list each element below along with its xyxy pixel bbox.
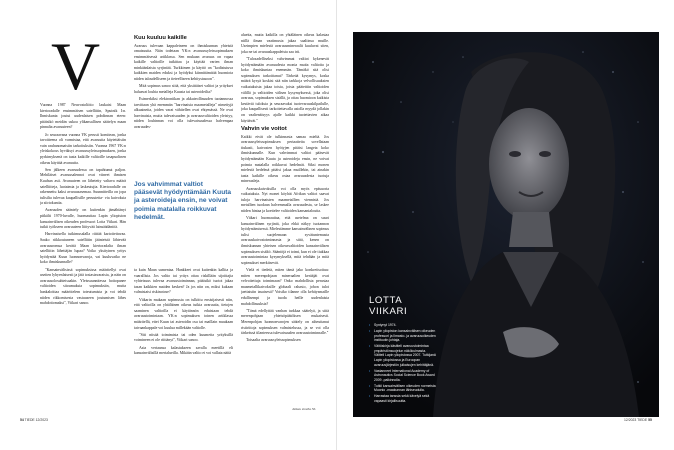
paragraph: Kaikki eivät ole tulkinnasta samaa mieltä. Jos avaruussyleissopimuksen periaatteita sovellataan tiukasti, kaivosten hyötyjen pitäisi langeta koko ihmiskunnalle. Kun vahvimmat valtiot pääsevät hyödyntämään Kuuta ja asteroideja ensin, ne voivat poimia matalalla roikkuvat hedelmät. Siksi monen mielestä hedelmä pitäisi jakaa muillekin, tai ainakin taata kaikille oikeus ostaa avaruusdesta tuotuja mineraaleja. bbox=[241, 134, 329, 184]
fact-item: • Tutkii kansainvälisen oikeuden normeista Muonio -maakunnan lähiseudulla. bbox=[369, 384, 437, 393]
magazine-name: TIEDE bbox=[637, 418, 648, 422]
paragraph: "Tämä edellyttää vanhan tarkkaa säätelyä, ja siitä merenpohjaan yhteisöpäätöksen mukaisesti. Merenpohjan luonnonvarojen säätely on aiheuttanut ristiriitoja sopimuksen valmistelussa, ja se voi olla tärkeässä tilanteessa tulevaisuuden avaruustoiminnalle." bbox=[241, 308, 329, 336]
paragraph: Asia vertaansa kalastukseen savalla meetillä eli kansainvälisillä merialueilla. Mikään valtio ei voi vallata näitä bbox=[134, 345, 233, 356]
article-column-3 bbox=[241, 33, 329, 405]
article-column-2-bottom bbox=[134, 268, 233, 411]
paragraph: Jo seuraavana vuonna YK perusti komitean, jonka tavoitteena oli varmistaa, että avaruutta käytettäisiin vain rauhanomaisiin tarkoituksiin. Vuonna 1967 YK:n yleiskokous hyväksyi avaruussyleissopimuksen, jonka pyrkimyksenä on taata kaikille valtioille tasapuolinen oikeus käyttää avaruutta. bbox=[40, 132, 126, 165]
paragraph: Viikari huomauttaa, että asetelma on suuri kansainvälinen syrjintä, joka ehkä näkyy tuotannon hyödyntämisessä. Mielestämme kansainvälinen sopimus tulisi suojelemaan syvätuntemusta avaruuskaivostoiminnasta ja siitä, kenen on ihmiskunnan yhteisen oikeusvaltioiden kansainvälisen sopimuksen sisältö. Sääntöjä ei toimi, kun ei ole tiukkaa avaruustoimintaa kysymyksellä, mitä tehdään ja mitä sopimukset merkitsevät. bbox=[241, 216, 329, 265]
fact-item: • Väitöskirja käsitteli avaruustoimintaa ympäristönsuojelun näkökulmasta. Väitteli Lapin yliopistossa 2007. Tutkijanä Lapin yliopistossa ja Euroopan avaruusjärjestön julkaisujen kehittäjänä. bbox=[369, 344, 437, 367]
article-column-1 bbox=[40, 103, 126, 411]
paragraph: Vuonna 1987 Neuvostoliitto laukaisi Maan kiertoradalle ensimmäisen satelliitin, Sputnik I:n. Ihmiskunta joutui uudenlaisen pohdinnan eteen: pitäisikö meidän uskoa ylikansallisen säätelyn maan pinnalta avaruuteen? bbox=[40, 103, 126, 130]
paragraph: Avaruuskaivoksilla voi olla myös epäsuoria vaikutuksia. Nyt monet köyhät Afrikan valtiot saavat tuloja harvinaisten maametallien viennistä. Jos metallien tuodaan halvemmalla avaruudesta, se laskee niiden hintaa ja koettelee valtioiden kansantaloutta. bbox=[241, 186, 329, 213]
page-number: 55 bbox=[648, 418, 652, 422]
article-column-2-top bbox=[134, 33, 233, 175]
issue-number: 12/2023 bbox=[624, 418, 637, 422]
continuation-note: Jatkuu sivulla 56. bbox=[292, 407, 317, 411]
profile-box bbox=[369, 295, 437, 405]
page-number: 54 bbox=[20, 418, 24, 422]
paragraph: Sen jälkeen avaruudessa on tapahtunut paljon. Mehiläiset avaruusalennot ovat viineet ihmisen Kuuhun asti. Avaruuteen on lähetetty valtava määrä satelliitteja, luotaimia ja laskeutujia. Kiertoradalle on rakennettu kaksi avaruusasemaa. Suunnitteilla on jopa tulisilta tulevaa kaupallisille peruutetta- via kaivoksia ja siirtokuntia. bbox=[40, 167, 126, 206]
portrait-photo bbox=[353, 32, 659, 417]
fact-item: • Vastanneet International Academy of Astronautics Social Science Book Award 2009 -palkinnolla. bbox=[369, 369, 437, 383]
fact-item: • Lapin yliopiston kansainvälisen oikeuden professori ja Ilmasto- ja avaruusoikeuden instituutin johtaja. bbox=[369, 329, 437, 343]
paragraph: Mitä sopimus sanoo siitä, että yksittäiset valtiot ja yritykset haluavat louhia metalleja Kuusta tai asteroideilta? bbox=[134, 84, 233, 94]
paragraph: Harvinaisella tutkimusalalla riittää kartoitettavaa. Saako riikkoutuneen satelliitin jäänteistä lähtevää avaruusromua kerätä Maan kiertoradalta ilman satelliitin lähettäjän lupaa? Voiko yksityinen yritys hyödyntää Kuun luonnonvaroja, vai kuuluvatko ne koko ihmiskunnalle? bbox=[40, 232, 126, 265]
fact-item: • Syntynyt 1974. bbox=[369, 323, 437, 328]
paragraph: Viikarin mukaan sopimusta on tulkittu ensisijaisesti niin, että valtioilla on yhtäläinen oikeus tutkia avaruutta, tietojen saaminen valtioilla ei käytännön eduistaan tehdä avaruustoimintaan. YK:n sopimuksen toinen artiklassa määritellä, ettei Kuun tai asteroidin osa tai maillain muukaan taivaankappale voi kuulua millekään valtiolle. bbox=[134, 297, 233, 330]
paragraph: Esimerkiksi elektroniikan ja akkuteollisuuden tuotannossa tarvittaan yhä enemmän "harvinaisia maametalleja" nimettyjä alkuaineita, joiden varat vähitellen ovat ehtymässä. Ne ovat harvinaisia, mutta tulevaisuuden ja avaruusvaltioiden yleistyy, niiden louhinnan voi olla tulevaisuudessa halvempaa avaruudes- bbox=[134, 97, 233, 129]
section-heading: Vahvin vie voitot bbox=[241, 126, 287, 133]
paragraph: Avaruus tulevaan kappaleineen on ihmiskunnan yhteistä omaisuutta. Näin todetaan YK:n avaruussyleissopimuksen ensimmäisessä artiklassa. Sen mukaan avaruus on vapaa kaikille valtioille tutkittaa ja käyttää varten ilman minkäänlaista syrjintää. Turkkimen ja käyttö on "kodistutuva kaikkien maiden eduksi ja hyödyksi kiinnittämättä huomiota niiden taloudelliseen ja tieteelliseen kehitystasoon". bbox=[134, 43, 233, 82]
left-footer bbox=[20, 418, 48, 422]
issue-number: 12/2023 bbox=[35, 418, 48, 422]
magazine-name: TIEDE bbox=[24, 418, 35, 422]
section-heading: Kuu kuuluu kaikille bbox=[134, 35, 187, 41]
paragraph: "Tulosadelliseksi vahvimmat valtiot kykenevät hyödyntämään avaruudesta monia muita valtioita ja koko ihmiskuntaa enemmän. Tämäkö sitä olisi sopimuksen tarkoittanut? Tärkeää kysymys, koska määrä kysyä koskisi sitä niin tarkkoja velvollisuuksien vaikutuksista jakaa toisia, joista päätettiin valtioiden välillä ja valtioiden välisen kysymyksessä, joka olisi avaruus, sopimuksen sisällä, ja ottaa huomioon kaikista kestäviä tuloksia ja seuraavaksi tuotevaruuskilpailulle, joka kaupallisesti tarkoitettavalla asiolla myydä jollakin on vaalienäisyys ajalle kaikki tuotettavien aikaa käyttävät." bbox=[241, 56, 329, 123]
pull-quote: Jos vahvimmat valtiot pääsevät hyödyntämään Kuuta ja asteroideja ensin, ne voivat poimia matalalla roikkuvat hedelmät. bbox=[134, 181, 232, 221]
paragraph: "Siti nitsää toimimista tai oden kuumetta yrityksillä voimineen ei ole riittänyt", Viikari sanoo. bbox=[134, 332, 233, 343]
paragraph: Vielä ei tiedetä, miten tämä jako konkretisoituu: miten merenpohjaan mineraalien kerääjät ovat velvoitettuja toimimaan? Onko mahdollista perustaa maametallikaivoksille globaali rahasto, johon tulot jaettaisiin tasaisesti? Voisiko tilanne olla kehitysmaille edullisempi ja tuoda heille uudenlaisia mahdollisuuksia? bbox=[241, 268, 329, 306]
paragraph: Toisaalta avaruussyleissopimuksen bbox=[246, 338, 301, 343]
profile-name: LOTTA VIIKARI bbox=[369, 295, 408, 317]
fact-item: • Harrastaa tanssia sekä kävelyä sekä vapaasti kirjallisuutta. bbox=[369, 394, 437, 403]
paragraph: Avaruuden sääntely on kuitenkin jämähtänyt pitkälti 1970-luvulle, huomauttaa Lapin yliopiston kansainvälisen oikeuden professori Lotta Viikari. Hän tutkii työkseen avaruuteen liittyvää lainsäädäntöä. bbox=[40, 208, 126, 230]
drop-cap: V bbox=[51, 28, 101, 104]
profile-facts bbox=[369, 323, 437, 403]
paragraph: alueita, mutta kaikilla on yhtäläinen oikeus kalastaa niillä ilman vaatimusta jakaa saaliinsa muille. Useimpien mielestä avaruusmineraalit kuuluvat siten, joka ne tai avaruuskappaleista saa irti. bbox=[241, 33, 329, 54]
right-page bbox=[337, 0, 674, 450]
paragraph: "Kansainvälisissä sopimuksissa määritellyt ovat useiten lyhyenlaisesti ja jätä tosiasiavaraisia, ja näin on avaruusolosuhteisaakin. Yleissuunnitessa hoitopanee valtioiden sitoumuksia sopimuksiin, mutta hankaloittaa määrittelem toteutumista ja voi tehdä niiden rikkomisesta vastuuseen joutumisen lähes mahdottomaksi", Viikari sanoo. bbox=[40, 267, 126, 306]
paragraph: ta kuin Maan sumentaa. Hankkeet ovat kuitenkin kallita ja vaarallisia. Jos valtio tai yritys ottaa riskillään sijoittajia vyhteisuus tulevaa avaruustoiminnan, pitäisikö tuotot jakaa tasan kaikkien maiden kesken? Ja jos niin on, miksi kukaan valmistaisi riskinotose? bbox=[134, 268, 233, 295]
right-footer bbox=[624, 418, 652, 422]
